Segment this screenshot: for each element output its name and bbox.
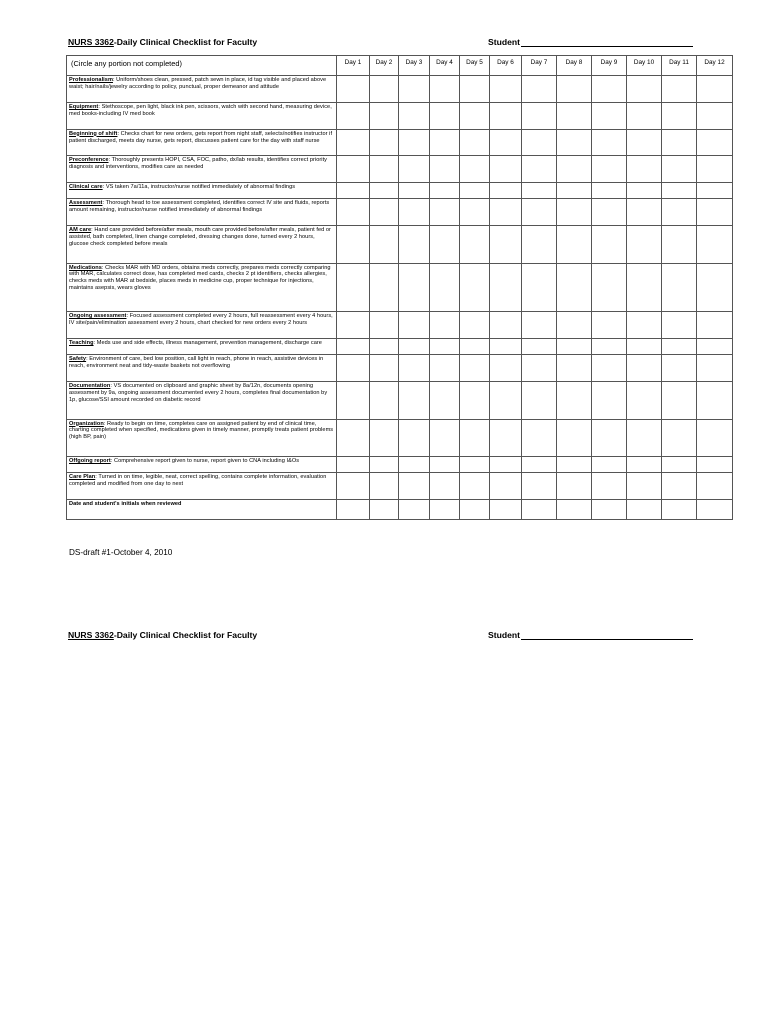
day-check-cell[interactable] xyxy=(460,156,490,183)
day-check-cell[interactable] xyxy=(399,312,430,339)
day-check-cell[interactable] xyxy=(697,381,733,419)
criterion-cell xyxy=(67,102,337,129)
day-header: Day 7 xyxy=(522,56,557,76)
day-check-cell[interactable] xyxy=(662,225,697,263)
day-check-cell[interactable] xyxy=(627,312,662,339)
day-check-cell[interactable] xyxy=(592,225,627,263)
day-check-cell[interactable] xyxy=(337,457,370,473)
day-check-cell[interactable] xyxy=(522,354,557,381)
criterion-name: Ongoing assessment xyxy=(69,313,127,320)
day-check-cell[interactable] xyxy=(460,225,490,263)
title-text: -Daily Clinical Checklist for Faculty xyxy=(113,630,258,640)
criterion-name: AM care xyxy=(69,226,92,233)
day-check-cell[interactable] xyxy=(370,339,399,355)
day-check-cell[interactable] xyxy=(522,473,557,500)
day-check-cell[interactable] xyxy=(662,339,697,355)
document-title xyxy=(68,630,257,640)
criterion-name: Care Plan xyxy=(69,474,96,481)
criterion-description: : Uniform/shoes clean, pressed, patch sewn in place, id tag visible and placed above waist; hair/nails/jewelry according to policy, punctual, proper demeanor and attitude xyxy=(69,77,327,90)
checklist-row xyxy=(67,198,733,225)
day-check-cell[interactable] xyxy=(399,156,430,183)
day-check-cell[interactable] xyxy=(490,381,522,419)
criterion-description: : Meds use and side effects, illness management, prevention management, discharge care xyxy=(93,340,322,347)
day-check-cell[interactable] xyxy=(557,102,592,129)
day-check-cell[interactable] xyxy=(490,263,522,312)
day-check-cell[interactable] xyxy=(592,419,627,457)
day-check-cell[interactable] xyxy=(370,129,399,156)
day-check-cell[interactable] xyxy=(370,76,399,103)
checklist-row xyxy=(67,102,733,129)
criterion-description: : Hand care provided before/after meals, mouth care provided before/after meals, patient fed or assisted, bath completed, linen change completed, dressing changes done, turned every 2 hours, glucose check completed before meals xyxy=(69,226,331,247)
day-header: Day 3 xyxy=(399,56,430,76)
day-check-cell[interactable] xyxy=(697,457,733,473)
day-check-cell[interactable] xyxy=(399,102,430,129)
day-check-cell[interactable] xyxy=(430,339,460,355)
day-check-cell[interactable] xyxy=(662,312,697,339)
day-check-cell[interactable] xyxy=(490,500,522,520)
day-check-cell[interactable] xyxy=(490,419,522,457)
day-check-cell[interactable] xyxy=(592,339,627,355)
day-check-cell[interactable] xyxy=(337,76,370,103)
day-check-cell[interactable] xyxy=(697,419,733,457)
day-check-cell[interactable] xyxy=(370,198,399,225)
criterion-name: Beginning of shift xyxy=(69,130,118,137)
day-check-cell[interactable] xyxy=(430,129,460,156)
day-check-cell[interactable] xyxy=(430,381,460,419)
day-check-cell[interactable] xyxy=(430,198,460,225)
day-header: Day 9 xyxy=(592,56,627,76)
criterion-description: : Checks MAR with MD orders, obtains meds correctly, prepares meds correctly comparing with MAR, calculates correct dose, has completed med cards, checks 2 pt identifiers, checks allergies, checks meds with MAR at bedside, places meds in medicine cup, proper technique for injections, maintains asepsis, wears gloves xyxy=(69,264,331,292)
day-check-cell[interactable] xyxy=(522,339,557,355)
day-check-cell[interactable] xyxy=(522,129,557,156)
day-check-cell[interactable] xyxy=(522,76,557,103)
day-check-cell[interactable] xyxy=(697,225,733,263)
day-check-cell[interactable] xyxy=(627,198,662,225)
review-label xyxy=(67,500,337,520)
day-check-cell[interactable] xyxy=(522,381,557,419)
day-check-cell[interactable] xyxy=(460,381,490,419)
criterion-name: Assessment xyxy=(69,199,103,206)
day-header: Day 11 xyxy=(662,56,697,76)
criterion-description: : Thorough head to toe assessment completed, identifies correct IV site and fluids, reports amount remaining, instructor/nurse notified immediately of abnormal findings xyxy=(69,199,330,213)
day-check-cell[interactable] xyxy=(399,381,430,419)
checklist-row xyxy=(67,183,733,199)
day-check-cell[interactable] xyxy=(627,225,662,263)
day-check-cell[interactable] xyxy=(557,198,592,225)
day-check-cell[interactable] xyxy=(460,198,490,225)
day-check-cell[interactable] xyxy=(337,225,370,263)
day-check-cell[interactable] xyxy=(697,339,733,355)
criterion-cell xyxy=(67,473,337,500)
day-check-cell[interactable] xyxy=(557,183,592,199)
day-check-cell[interactable] xyxy=(662,156,697,183)
day-check-cell[interactable] xyxy=(399,419,430,457)
day-check-cell[interactable] xyxy=(662,102,697,129)
day-check-cell[interactable] xyxy=(627,339,662,355)
day-check-cell[interactable] xyxy=(662,183,697,199)
day-check-cell[interactable] xyxy=(592,102,627,129)
day-check-cell[interactable] xyxy=(557,312,592,339)
criterion-cell xyxy=(67,156,337,183)
criterion-description: : Ready to begin on time, completes care on assigned patient by end of clinical time, charting completed when specified, medications given in timely manner, promptly treats patient problems (high BP, pain) xyxy=(69,420,334,441)
criterion-cell xyxy=(67,339,337,355)
clinical-checklist-table xyxy=(66,55,733,520)
day-check-cell[interactable] xyxy=(370,102,399,129)
day-check-cell[interactable] xyxy=(399,457,430,473)
criterion-description: : Thoroughly presents HOPI, CSA, FOC, patho, dx/lab results, identifies correct priority diagnosis and interventions, modifies care as needed xyxy=(69,157,328,171)
day-check-cell[interactable] xyxy=(490,339,522,355)
day-check-cell[interactable] xyxy=(592,156,627,183)
day-check-cell[interactable] xyxy=(592,183,627,199)
student-field xyxy=(488,630,693,640)
day-check-cell[interactable] xyxy=(337,473,370,500)
day-check-cell[interactable] xyxy=(460,339,490,355)
student-label: Student xyxy=(488,630,520,640)
day-check-cell[interactable] xyxy=(370,225,399,263)
day-check-cell[interactable] xyxy=(337,381,370,419)
criterion-cell xyxy=(67,129,337,156)
day-header: Day 1 xyxy=(337,56,370,76)
day-check-cell[interactable] xyxy=(370,419,399,457)
student-name-line[interactable] xyxy=(521,630,693,640)
day-check-cell[interactable] xyxy=(337,263,370,312)
day-check-cell[interactable] xyxy=(460,354,490,381)
criterion-cell xyxy=(67,263,337,312)
day-check-cell[interactable] xyxy=(557,225,592,263)
criterion-description: : Environment of care, bed low position, call light in reach, phone in reach, assistive devices in reach, environment neat and tidy-waste baskets not overflowing xyxy=(69,355,324,369)
day-check-cell[interactable] xyxy=(430,76,460,103)
criterion-cell xyxy=(67,312,337,339)
day-check-cell[interactable] xyxy=(662,500,697,520)
day-check-cell[interactable] xyxy=(592,500,627,520)
day-check-cell[interactable] xyxy=(337,156,370,183)
day-check-cell[interactable] xyxy=(337,312,370,339)
criterion-name: Safety xyxy=(69,355,87,362)
day-check-cell[interactable] xyxy=(592,198,627,225)
day-check-cell[interactable] xyxy=(557,473,592,500)
day-check-cell[interactable] xyxy=(370,354,399,381)
checklist-row xyxy=(67,76,733,103)
day-check-cell[interactable] xyxy=(490,225,522,263)
day-header: Day 4 xyxy=(430,56,460,76)
day-check-cell[interactable] xyxy=(697,473,733,500)
criterion-cell xyxy=(67,76,337,103)
day-check-cell[interactable] xyxy=(399,76,430,103)
day-check-cell[interactable] xyxy=(337,102,370,129)
day-check-cell[interactable] xyxy=(460,312,490,339)
day-check-cell[interactable] xyxy=(592,129,627,156)
day-check-cell[interactable] xyxy=(399,225,430,263)
checklist-row xyxy=(67,419,733,457)
criterion-name: Professionalism xyxy=(69,77,113,83)
criterion-name: Organization xyxy=(69,420,104,427)
day-check-cell[interactable] xyxy=(490,156,522,183)
day-check-cell[interactable] xyxy=(522,419,557,457)
day-check-cell[interactable] xyxy=(592,381,627,419)
day-check-cell[interactable] xyxy=(399,198,430,225)
day-check-cell[interactable] xyxy=(430,102,460,129)
day-check-cell[interactable] xyxy=(430,419,460,457)
day-check-cell[interactable] xyxy=(697,129,733,156)
day-check-cell[interactable] xyxy=(370,381,399,419)
day-check-cell[interactable] xyxy=(430,263,460,312)
criterion-description: : Comprehensive report given to nurse, report given to CNA including I&Os xyxy=(110,458,300,465)
day-check-cell[interactable] xyxy=(430,312,460,339)
day-check-cell[interactable] xyxy=(557,156,592,183)
checklist-row xyxy=(67,457,733,473)
day-check-cell[interactable] xyxy=(627,457,662,473)
day-check-cell[interactable] xyxy=(557,354,592,381)
day-check-cell[interactable] xyxy=(662,473,697,500)
day-check-cell[interactable] xyxy=(370,263,399,312)
day-check-cell[interactable] xyxy=(627,419,662,457)
day-check-cell[interactable] xyxy=(399,473,430,500)
day-check-cell[interactable] xyxy=(592,457,627,473)
criteria-header: (Circle any portion not completed) xyxy=(67,56,337,76)
criterion-name: Medications xyxy=(69,264,102,271)
day-check-cell[interactable] xyxy=(522,156,557,183)
criterion-name: Offgoing report xyxy=(69,458,111,465)
criterion-cell xyxy=(67,457,337,473)
day-check-cell[interactable] xyxy=(662,129,697,156)
day-check-cell[interactable] xyxy=(522,198,557,225)
day-check-cell[interactable] xyxy=(370,457,399,473)
day-check-cell[interactable] xyxy=(522,457,557,473)
day-header: Day 10 xyxy=(627,56,662,76)
day-check-cell[interactable] xyxy=(460,500,490,520)
day-check-cell[interactable] xyxy=(522,263,557,312)
checklist-row xyxy=(67,381,733,419)
day-check-cell[interactable] xyxy=(522,500,557,520)
day-check-cell[interactable] xyxy=(490,183,522,199)
day-check-cell[interactable] xyxy=(557,263,592,312)
day-check-cell[interactable] xyxy=(490,473,522,500)
day-check-cell[interactable] xyxy=(662,381,697,419)
day-check-cell[interactable] xyxy=(430,354,460,381)
day-check-cell[interactable] xyxy=(557,339,592,355)
checklist-body xyxy=(67,76,733,520)
checklist-row xyxy=(67,129,733,156)
day-check-cell[interactable] xyxy=(592,354,627,381)
day-check-cell[interactable] xyxy=(337,129,370,156)
day-check-cell[interactable] xyxy=(662,354,697,381)
day-check-cell[interactable] xyxy=(460,473,490,500)
day-check-cell[interactable] xyxy=(627,102,662,129)
day-check-cell[interactable] xyxy=(337,354,370,381)
criterion-description: : VS documented on clipboard and graphic sheet by 8a/12n, documents opening assessment by 9a, ongoing assessment documented every 2 hours, completes final documentation by 1p, glucose/SSI amount recorded on diabetic record xyxy=(69,382,328,403)
day-check-cell[interactable] xyxy=(490,354,522,381)
day-check-cell[interactable] xyxy=(399,500,430,520)
criterion-cell xyxy=(67,354,337,381)
day-check-cell[interactable] xyxy=(697,354,733,381)
course-code: NURS 3362 xyxy=(68,630,114,640)
day-check-cell[interactable] xyxy=(430,183,460,199)
criterion-description: : Turned in on time, legible, neat, correct spelling, contains complete information, evaluation completed and modified from one day to next xyxy=(69,474,327,488)
day-check-cell[interactable] xyxy=(592,263,627,312)
day-check-cell[interactable] xyxy=(490,198,522,225)
document-title xyxy=(68,37,257,47)
day-check-cell[interactable] xyxy=(627,129,662,156)
day-header: Day 5 xyxy=(460,56,490,76)
day-check-cell[interactable] xyxy=(337,198,370,225)
criterion-description: : Stethoscope, pen light, black ink pen, scissors, watch with second hand, measuring device, med books-including IV med book xyxy=(69,103,332,117)
student-label: Student xyxy=(488,37,520,47)
day-check-cell[interactable] xyxy=(627,156,662,183)
day-check-cell[interactable] xyxy=(460,419,490,457)
criterion-name: Preconference xyxy=(69,157,109,164)
day-check-cell[interactable] xyxy=(592,312,627,339)
day-check-cell[interactable] xyxy=(662,419,697,457)
criterion-cell xyxy=(67,225,337,263)
day-check-cell[interactable] xyxy=(430,156,460,183)
day-check-cell[interactable] xyxy=(627,381,662,419)
day-check-cell[interactable] xyxy=(662,457,697,473)
checklist-row xyxy=(67,312,733,339)
day-check-cell[interactable] xyxy=(337,183,370,199)
checklist-row xyxy=(67,263,733,312)
day-check-cell[interactable] xyxy=(399,263,430,312)
criterion-cell xyxy=(67,198,337,225)
day-check-cell[interactable] xyxy=(662,263,697,312)
day-check-cell[interactable] xyxy=(460,129,490,156)
criterion-description: : VS taken 7a/11a, instructor/nurse notified immediately of abnormal findings xyxy=(102,184,296,191)
day-check-cell[interactable] xyxy=(592,473,627,500)
checklist-row xyxy=(67,473,733,500)
checklist-row xyxy=(67,354,733,381)
day-check-cell[interactable] xyxy=(522,102,557,129)
day-check-cell[interactable] xyxy=(337,419,370,457)
checklist-row xyxy=(67,156,733,183)
day-check-cell[interactable] xyxy=(490,129,522,156)
day-check-cell[interactable] xyxy=(697,183,733,199)
day-check-cell[interactable] xyxy=(370,500,399,520)
day-header: Day 12 xyxy=(697,56,733,76)
day-check-cell[interactable] xyxy=(662,198,697,225)
criterion-name: Clinical care xyxy=(69,184,103,191)
day-check-cell[interactable] xyxy=(627,263,662,312)
day-check-cell[interactable] xyxy=(460,263,490,312)
day-check-cell[interactable] xyxy=(592,76,627,103)
day-check-cell[interactable] xyxy=(557,500,592,520)
day-check-cell[interactable] xyxy=(557,419,592,457)
day-check-cell[interactable] xyxy=(627,76,662,103)
student-field xyxy=(488,37,693,47)
criterion-cell xyxy=(67,419,337,457)
day-check-cell[interactable] xyxy=(557,457,592,473)
day-check-cell[interactable] xyxy=(697,500,733,520)
day-check-cell[interactable] xyxy=(557,76,592,103)
day-check-cell[interactable] xyxy=(627,500,662,520)
criterion-name: Teaching xyxy=(69,340,94,347)
checklist-row xyxy=(67,339,733,355)
criterion-description: : Focused assessment completed every 2 hours, full reassessment every 4 hours, IV site/pain/elimination assessment every 2 hours, chart checked for new orders every 2 hours xyxy=(69,313,333,327)
criterion-cell xyxy=(67,381,337,419)
draft-note: DS-draft #1-October 4, 2010 xyxy=(69,548,173,557)
day-check-cell[interactable] xyxy=(460,457,490,473)
day-check-cell[interactable] xyxy=(697,76,733,103)
day-check-cell[interactable] xyxy=(370,473,399,500)
day-check-cell[interactable] xyxy=(399,354,430,381)
day-check-cell[interactable] xyxy=(697,198,733,225)
checklist-row xyxy=(67,225,733,263)
review-row xyxy=(67,500,733,520)
day-check-cell[interactable] xyxy=(460,76,490,103)
day-check-cell[interactable] xyxy=(522,312,557,339)
day-check-cell[interactable] xyxy=(460,183,490,199)
review-label-text: Date and student's initials when reviewed xyxy=(69,501,182,507)
criterion-cell xyxy=(67,183,337,199)
day-check-cell[interactable] xyxy=(697,102,733,129)
day-check-cell[interactable] xyxy=(337,339,370,355)
day-header: Day 8 xyxy=(557,56,592,76)
day-check-cell[interactable] xyxy=(430,225,460,263)
day-header: Day 6 xyxy=(490,56,522,76)
day-check-cell[interactable] xyxy=(522,225,557,263)
day-check-cell[interactable] xyxy=(627,183,662,199)
day-check-cell[interactable] xyxy=(490,457,522,473)
course-code: NURS 3362 xyxy=(68,37,114,47)
header-row xyxy=(67,56,733,76)
day-check-cell[interactable] xyxy=(627,473,662,500)
day-check-cell[interactable] xyxy=(337,500,370,520)
day-check-cell[interactable] xyxy=(522,183,557,199)
day-check-cell[interactable] xyxy=(370,312,399,339)
day-check-cell[interactable] xyxy=(460,102,490,129)
criterion-description: : Checks chart for new orders, gets report from night staff, selects/notifies instructor if patient discharged, meets day nurse, gets report, discusses patient care for the day with staff nurse xyxy=(69,130,333,144)
title-text: -Daily Clinical Checklist for Faculty xyxy=(113,37,258,47)
day-check-cell[interactable] xyxy=(490,102,522,129)
day-header: Day 2 xyxy=(370,56,399,76)
day-check-cell[interactable] xyxy=(490,76,522,103)
day-check-cell[interactable] xyxy=(399,183,430,199)
student-name-line[interactable] xyxy=(521,37,693,47)
day-check-cell[interactable] xyxy=(557,129,592,156)
day-check-cell[interactable] xyxy=(430,457,460,473)
day-check-cell[interactable] xyxy=(627,354,662,381)
criterion-name: Documentation xyxy=(69,382,111,389)
day-check-cell[interactable] xyxy=(370,183,399,199)
day-check-cell[interactable] xyxy=(662,76,697,103)
day-check-cell[interactable] xyxy=(557,381,592,419)
day-check-cell[interactable] xyxy=(697,312,733,339)
day-check-cell[interactable] xyxy=(697,156,733,183)
criterion-name: Equipment xyxy=(69,103,99,110)
day-check-cell[interactable] xyxy=(370,156,399,183)
day-check-cell[interactable] xyxy=(399,339,430,355)
day-check-cell[interactable] xyxy=(430,500,460,520)
day-check-cell[interactable] xyxy=(697,263,733,312)
day-check-cell[interactable] xyxy=(430,473,460,500)
day-check-cell[interactable] xyxy=(399,129,430,156)
day-check-cell[interactable] xyxy=(490,312,522,339)
